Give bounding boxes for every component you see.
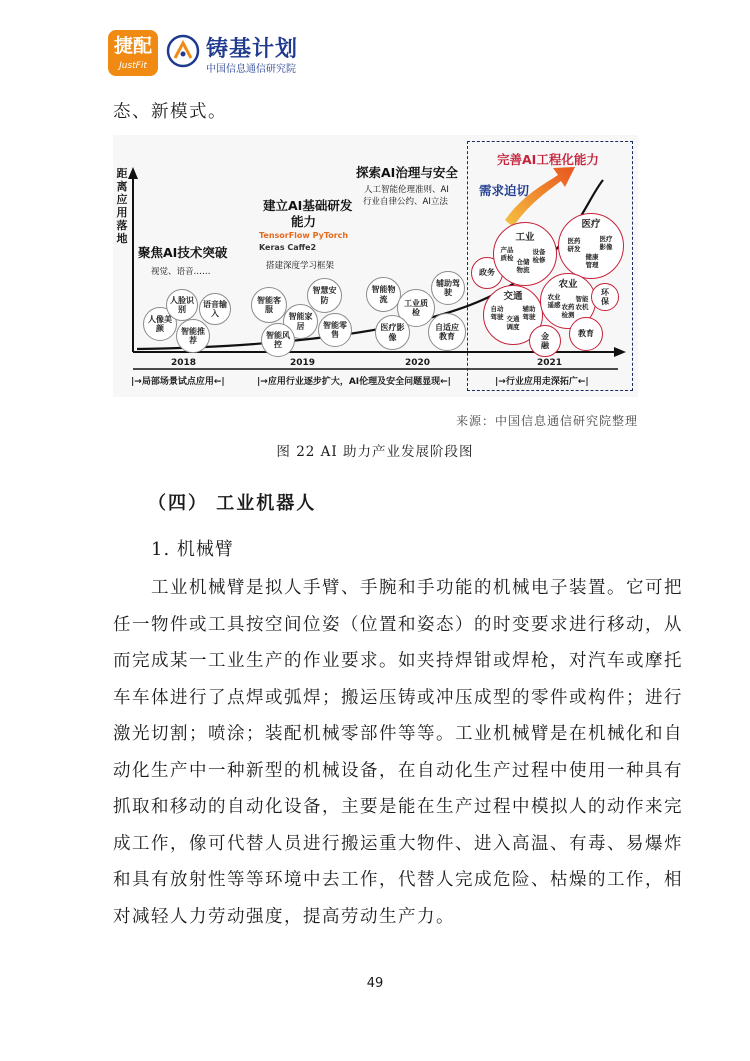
subsection-title: 1. 机械臂 bbox=[151, 539, 234, 560]
stage-2-sub: 搭建深度学习框架 bbox=[266, 261, 335, 271]
paragraph-line: 和具有放射性等等环境中去工作，代替人完成危险、枯燥的工作，相 bbox=[113, 870, 683, 890]
bubble-2018-3: 语音输入 bbox=[199, 293, 231, 325]
bubble-2021-jiaotong: 交通 自动驾驶 交通调度 辅助驾驶 bbox=[483, 285, 543, 345]
bubble-2019-4: 智能风控 bbox=[261, 323, 295, 357]
bubble-2019-1: 智能客服 bbox=[251, 287, 287, 323]
bubble-2021-jiaoyu: 教育 bbox=[569, 317, 603, 351]
framework-logos-row-1: TensorFlow PyTorch bbox=[259, 231, 349, 240]
bubble-2021-zhengwu: 政务 bbox=[471, 257, 503, 289]
justfit-logo-sub: JustFit bbox=[119, 61, 147, 71]
bubble-2021-gongye: 工业 产品质检 仓储物流 设备检修 bbox=[493, 222, 557, 286]
y-axis-label: 距离应用落地 bbox=[116, 167, 128, 245]
paragraph-line: 对减轻人力劳动强度，提高劳动生产力。 bbox=[113, 906, 455, 927]
figure-source: 来源：中国信息通信研究院整理 bbox=[455, 414, 638, 428]
year-2018: 2018 bbox=[171, 358, 197, 368]
bubble-2019-2: 智能家居 bbox=[283, 304, 318, 339]
bubble-2021-yiliao: 医疗 医药研发 医疗影像 健康管理 bbox=[558, 213, 624, 279]
section-title: （四） 工业机器人 bbox=[148, 493, 317, 514]
bubble-2018-2: 人脸识别 bbox=[166, 289, 198, 321]
zhuji-emblem-icon bbox=[166, 34, 200, 68]
ai-stage-figure bbox=[113, 135, 638, 397]
continued-text-line: 态、新模式。 bbox=[113, 102, 227, 122]
phase-1: |→局部场景试点应用←| bbox=[131, 377, 225, 387]
year-2021: 2021 bbox=[537, 358, 563, 368]
paragraph-line: 动化生产中一种新型的机械设备，在自动化生产过程中使用一种具有 bbox=[113, 760, 683, 781]
bubble-2021-huanbao: 环保 bbox=[591, 283, 619, 311]
stage-1-sub: 视觉、语音…… bbox=[151, 267, 211, 277]
stage-4-need: 需求迫切 bbox=[479, 183, 530, 198]
paragraph-line: 成工作，像可代替人员进行搬运重大物件、进入高温、有毒、易爆炸 bbox=[113, 833, 683, 854]
body-paragraph bbox=[113, 570, 683, 935]
bubble-2018-4: 智能推荐 bbox=[176, 319, 210, 353]
bubble-2021-nongye: 农业 农业遥感 智能农机 农药检测 bbox=[540, 273, 596, 329]
stage-4-title: 完善AI工程化能力 bbox=[497, 152, 599, 167]
year-2020: 2020 bbox=[405, 358, 431, 368]
page-number: 49 bbox=[366, 976, 384, 991]
bubble-2020-2: 工业质检 bbox=[397, 289, 435, 327]
phase-3: |→行业应用走深拓广←| bbox=[495, 377, 589, 387]
justfit-logo-main: 捷配 bbox=[113, 35, 152, 57]
bubble-2020-1: 智能物流 bbox=[366, 277, 401, 312]
stage-3-sub-a: 人工智能伦理准则、AI bbox=[364, 185, 449, 195]
stage-3-title: 探索AI治理与安全 bbox=[356, 165, 458, 180]
bubble-2021-jinrong: 金融 bbox=[529, 325, 561, 357]
stage-3-sub-b: 行业自律公约、AI立法 bbox=[363, 197, 448, 207]
zhuji-logo-sub: 中国信息通信研究院 bbox=[206, 64, 296, 75]
paragraph-line: 任一物件或工具按空间位姿（位置和姿态）的时变要求进行移动，从 bbox=[113, 614, 683, 635]
paragraph-line: 激光切割；喷涂；装配机械零部件等等。工业机械臂是在机械化和自 bbox=[113, 724, 683, 744]
bubble-2018-1: 人像美颜 bbox=[143, 307, 177, 341]
figure-caption: 图 22 AI 助力产业发展阶段图 bbox=[276, 444, 474, 460]
bubble-2020-5: 自适应教育 bbox=[428, 313, 466, 351]
paragraph-line: 工业机械臂是拟人手臂、手腕和手功能的机械电子装置。它可把 bbox=[113, 578, 683, 598]
phase-2: |→应用行业逐步扩大，AI伦理及安全问题显现←| bbox=[257, 377, 451, 387]
paragraph-line: 而完成某一工业生产的作业要求。如夹持焊钳或焊枪，对汽车或摩托 bbox=[113, 651, 683, 671]
bubble-2019-3: 智慧安防 bbox=[307, 278, 342, 313]
bubble-2020-4: 医疗影像 bbox=[375, 315, 410, 350]
year-2019: 2019 bbox=[290, 358, 316, 368]
paragraph-line: 车车体进行了点焊或弧焊；搬运压铸或冲压成型的零件或构件；进行 bbox=[113, 687, 683, 708]
zhuji-logo-title: 铸基计划 bbox=[206, 37, 299, 62]
stage-1-title: 聚焦AI技术突破 bbox=[138, 245, 228, 260]
bubble-2020-3: 辅助驾驶 bbox=[431, 271, 465, 305]
framework-logos-row-2: Keras Caffe2 bbox=[259, 243, 317, 252]
paragraph-line: 抓取和移动的自动化设备，主要是能在生产过程中模拟人的动作来完 bbox=[113, 797, 683, 817]
stage-2-title-a: 建立AI基础研发 bbox=[263, 198, 353, 213]
bubble-2019-5: 智能零售 bbox=[318, 313, 352, 347]
justfit-logo bbox=[108, 30, 158, 76]
stage-2-title-b: 能力 bbox=[291, 214, 317, 229]
